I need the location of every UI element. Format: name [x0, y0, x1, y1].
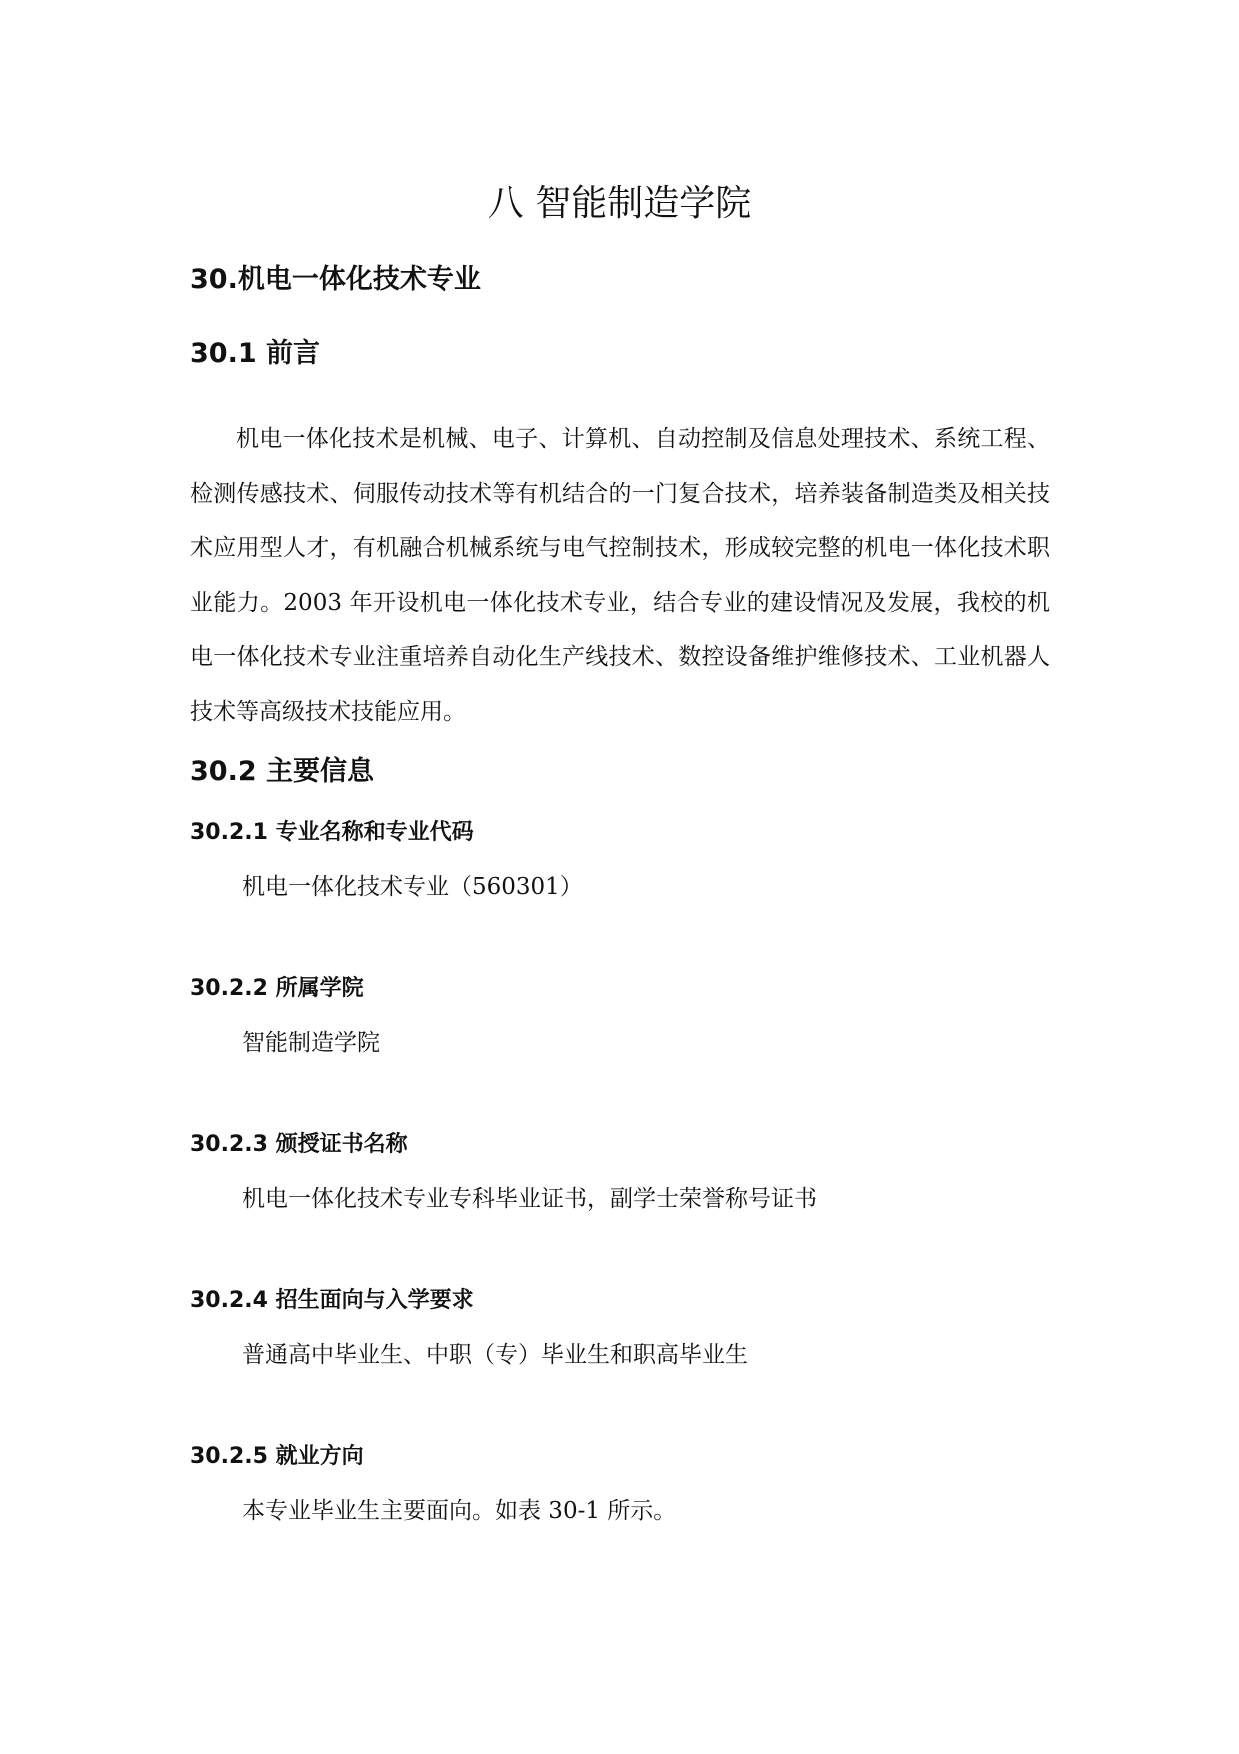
preface-paragraph: 机电一体化技术是机械、电子、计算机、自动控制及信息处理技术、系统工程、检测传感技术、伺服传动技术等有机结合的一门复合技术，培养装备制造类及相关技术应用型人才，有机融合机械系统与电气控制技术，形成较完整的机电一体化技术职业能力。2003 年开设机电一体化技术专业，结合专业的建设情况及发展，我校的机电一体化技术专业注重培养自动化生产线技术、数控设备维护维修技术、工业机器人技术等高级技术技能应用。 — [190, 426, 1050, 725]
section-value-certificate: 机电一体化技术专业专科毕业证书，副学士荣誉称号证书 — [242, 1186, 817, 1212]
section-heading-enrollment: 30.2.4 招生面向与入学要求 — [190, 1288, 474, 1313]
preface-heading: 30.1 前言 — [190, 338, 321, 369]
chapter-title: 八 智能制造学院 — [487, 183, 752, 224]
section-value-major-code: 机电一体化技术专业（560301） — [242, 874, 583, 900]
section-heading-major-code: 30.2.1 专业名称和专业代码 — [190, 820, 474, 845]
section-value-college: 智能制造学院 — [242, 1030, 380, 1056]
section-value-employment: 本专业毕业生主要面向。如表 30-1 所示。 — [242, 1498, 677, 1524]
main-info-heading: 30.2 主要信息 — [190, 756, 375, 787]
section-value-enrollment: 普通高中毕业生、中职（专）毕业生和职高毕业生 — [242, 1342, 748, 1368]
section-heading-certificate: 30.2.3 颁授证书名称 — [190, 1132, 408, 1157]
major-heading: 30.机电一体化技术专业 — [190, 264, 481, 295]
section-heading-college: 30.2.2 所属学院 — [190, 976, 364, 1001]
section-heading-employment: 30.2.5 就业方向 — [190, 1444, 364, 1469]
